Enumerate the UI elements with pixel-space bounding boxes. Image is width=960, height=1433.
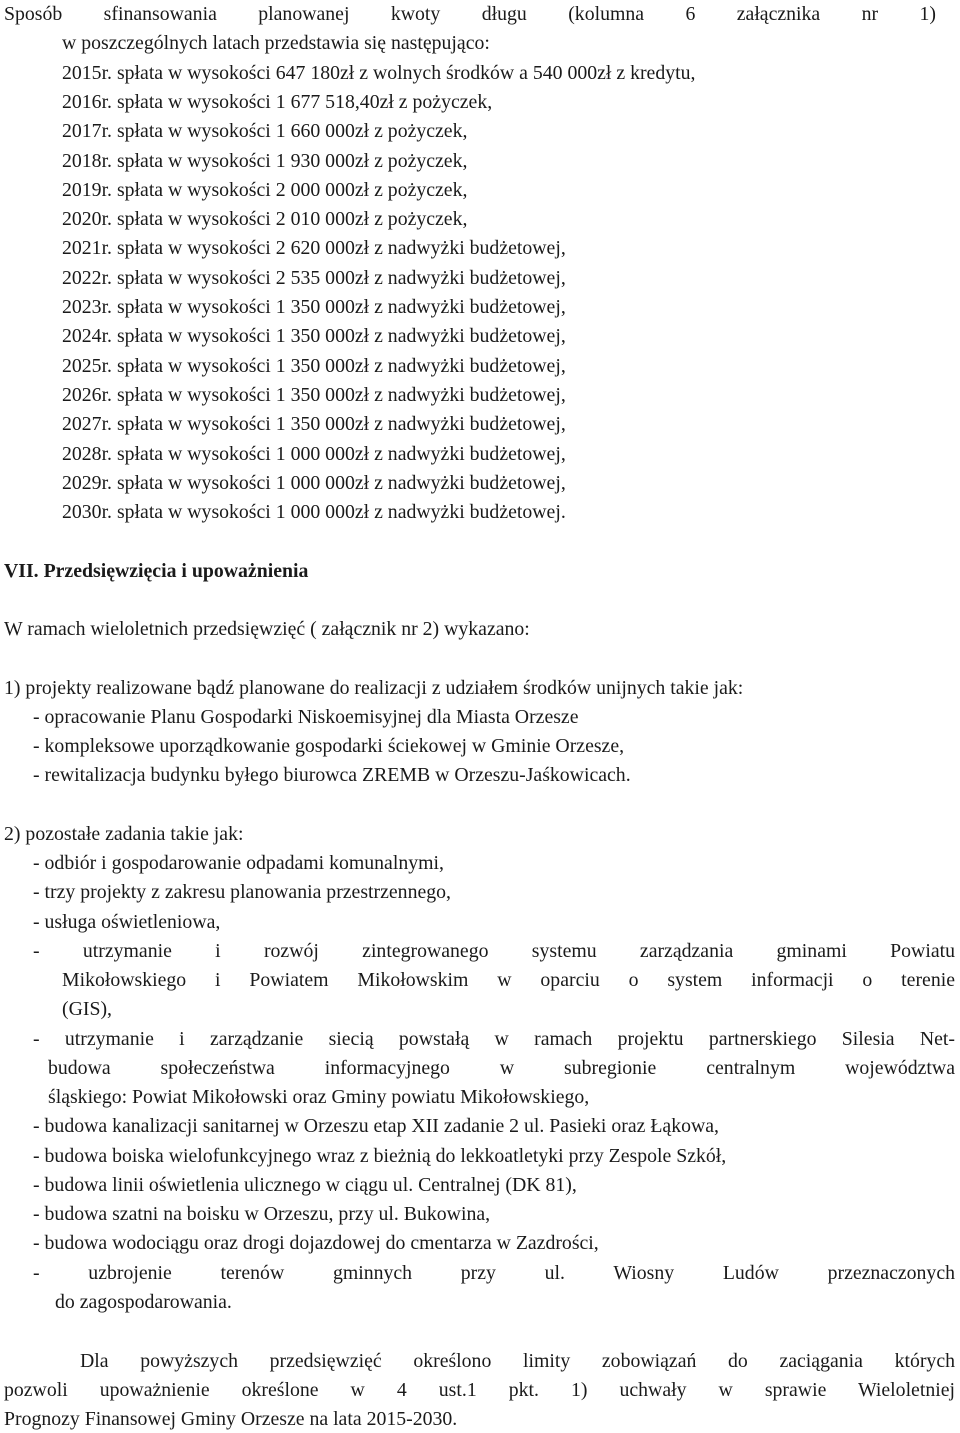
group2-line: - usługa oświetleniowa, [33, 911, 221, 933]
closing-line-3: Prognozy Finansowej Gminy Orzesze na lata 2015-2030. [4, 1408, 458, 1430]
group2-line: - budowa wodociągu oraz drogi dojazdowej do cmentarza w Zazdrości, [33, 1232, 599, 1254]
group2-line: - uzbrojenie terenów gminnych przy ul. Wiosny Ludów przeznaczonych [33, 1262, 955, 1284]
section-heading: VII. Przedsięwzięcia i upoważnienia [4, 560, 309, 582]
repayment-line: 2024r. spłata w wysokości 1 350 000zł z nadwyżki budżetowej, [62, 325, 566, 347]
repayment-line: 2030r. spłata w wysokości 1 000 000zł z nadwyżki budżetowej. [62, 501, 566, 523]
repayment-line: 2022r. spłata w wysokości 2 535 000zł z nadwyżki budżetowej, [62, 267, 566, 289]
intro-line-1: Sposób sfinansowania planowanej kwoty długu (kolumna 6 załącznika nr 1) [4, 3, 936, 25]
group1-item: - rewitalizacja budynku byłego biurowca ZREMB w Orzeszu-Jaśkowicach. [33, 764, 631, 786]
repayment-line: 2026r. spłata w wysokości 1 350 000zł z nadwyżki budżetowej, [62, 384, 566, 406]
repayment-line: 2025r. spłata w wysokości 1 350 000zł z nadwyżki budżetowej, [62, 355, 566, 377]
repayment-line: 2019r. spłata w wysokości 2 000 000zł z pożyczek, [62, 179, 468, 201]
repayment-line: 2018r. spłata w wysokości 1 930 000zł z pożyczek, [62, 150, 468, 172]
repayment-line: 2023r. spłata w wysokości 1 350 000zł z nadwyżki budżetowej, [62, 296, 566, 318]
repayment-line: 2020r. spłata w wysokości 2 010 000zł z pożyczek, [62, 208, 468, 230]
repayment-line: 2015r. spłata w wysokości 647 180zł z wolnych środków a 540 000zł z kredytu, [62, 62, 696, 84]
group2-line: śląskiego: Powiat Mikołowski oraz Gminy powiatu Mikołowskiego, [48, 1086, 590, 1108]
repayment-line: 2028r. spłata w wysokości 1 000 000zł z nadwyżki budżetowej, [62, 443, 566, 465]
intro-line-2: w poszczególnych latach przedstawia się następująco: [62, 32, 490, 54]
group2-line: (GIS), [62, 998, 112, 1020]
group2-line: budowa społeczeństwa informacyjnego w subregionie centralnym województwa [48, 1057, 955, 1079]
group1-item: - opracowanie Planu Gospodarki Niskoemisyjnej dla Miasta Orzesze [33, 706, 579, 728]
repayment-line: 2029r. spłata w wysokości 1 000 000zł z nadwyżki budżetowej, [62, 472, 566, 494]
group2-line: Mikołowskiego i Powiatem Mikołowskim w oparciu o system informacji o terenie [62, 969, 955, 991]
group2-line: - utrzymanie i zarządzanie siecią powstałą w ramach projektu partnerskiego Silesia Net- [33, 1028, 955, 1050]
group2-line: - trzy projekty z zakresu planowania przestrzennego, [33, 881, 451, 903]
group2-line: do zagospodarowania. [55, 1291, 232, 1313]
group2-line: - odbiór i gospodarowanie odpadami komunalnymi, [33, 852, 444, 874]
group2-line: - budowa boiska wielofunkcyjnego wraz z bieżnią do lekkoatletyki przy Zespole Szkół, [33, 1145, 727, 1167]
repayment-line: 2017r. spłata w wysokości 1 660 000zł z pożyczek, [62, 120, 468, 142]
group2-line: - utrzymanie i rozwój zintegrowanego systemu zarządzania gminami Powiatu [33, 940, 955, 962]
group2-title: 2) pozostałe zadania takie jak: [4, 823, 244, 845]
group2-line: - budowa kanalizacji sanitarnej w Orzeszu etap XII zadanie 2 ul. Pasieki oraz Łąkowa, [33, 1115, 720, 1137]
closing-line-1: Dla powyższych przedsięwzięć określono limity zobowiązań do zaciągania których [80, 1350, 955, 1372]
closing-line-2: pozwoli upoważnienie określone w 4 ust.1 pkt. 1) uchwały w sprawie Wieloletniej [4, 1379, 955, 1401]
group2-line: - budowa linii oświetlenia ulicznego w ciągu ul. Centralnej (DK 81), [33, 1174, 577, 1196]
group2-line: - budowa szatni na boisku w Orzeszu, przy ul. Bukowina, [33, 1203, 491, 1225]
repayment-line: 2021r. spłata w wysokości 2 620 000zł z nadwyżki budżetowej, [62, 237, 566, 259]
repayment-line: 2016r. spłata w wysokości 1 677 518,40zł z pożyczek, [62, 91, 493, 113]
repayment-line: 2027r. spłata w wysokości 1 350 000zł z nadwyżki budżetowej, [62, 413, 566, 435]
group1-item: - kompleksowe uporządkowanie gospodarki ściekowej w Gminie Orzesze, [33, 735, 625, 757]
section-intro: W ramach wieloletnich przedsięwzięć ( załącznik nr 2) wykazano: [4, 618, 530, 640]
group1-title: 1) projekty realizowane bądź planowane do realizacji z udziałem środków unijnych takie jak: [4, 677, 744, 699]
